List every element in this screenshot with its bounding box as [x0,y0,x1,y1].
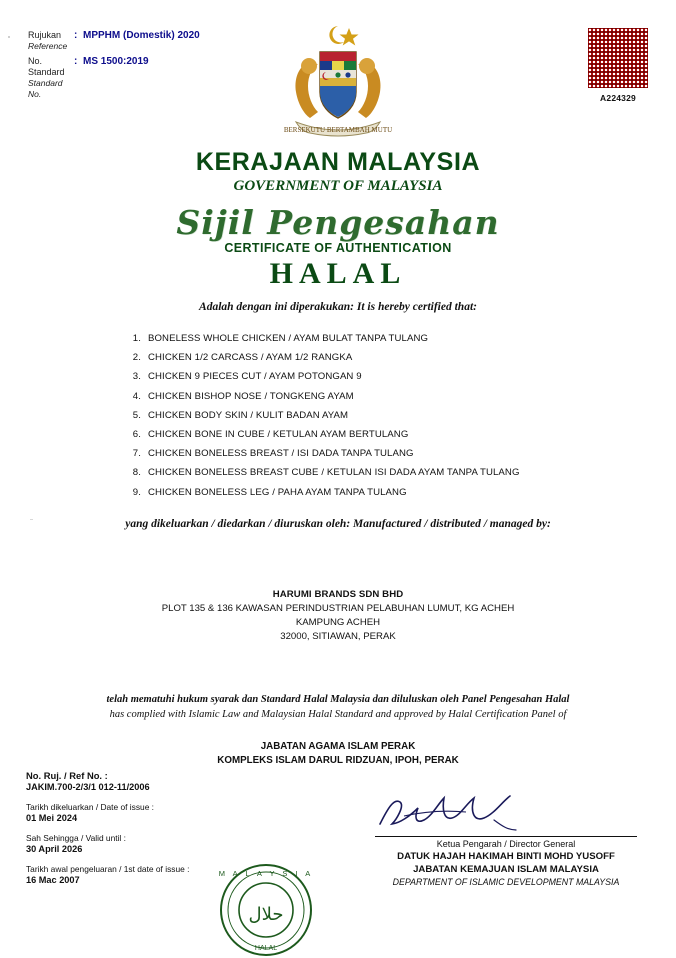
valid-until-label: Sah Sehingga / Valid until : [26,833,126,843]
date-of-issue-group [26,802,326,823]
reference-labels [28,30,74,52]
list-item [122,352,602,363]
list-item-label: CHICKEN 9 PIECES CUT / AYAM POTONGAN 9 [148,371,362,383]
list-item-number: 9. [132,486,141,498]
signature-department-en: DEPARTMENT OF ISLAMIC DEVELOPMENT MALAYSIA [392,877,620,887]
product-list [122,333,602,506]
ref-no-label: No. Ruj. / Ref No. : [26,770,108,781]
standard-label-en-1: Standard [28,78,63,89]
date-of-issue-label: Tarikh dikeluarkan / Date of issue : [26,802,155,812]
list-item-number: 3. [132,371,141,383]
government-title-en: GOVERNMENT OF MALAYSIA [233,178,443,194]
svg-text:حلال: حلال [248,904,284,925]
certificate-title-my: Sijil Pengesahan [176,203,500,242]
reference-label-en: Reference [28,41,68,52]
signature-name: DATUK HAJAH HAKIMAH BINTI MOHD YUSOFF [397,851,615,862]
standard-label-my-1: No. [28,55,43,66]
authority-line-1: JABATAN AGAMA ISLAM PERAK [260,741,416,752]
list-item [122,391,602,402]
list-item-number: 2. [132,352,141,364]
halal-seal-icon [218,862,314,958]
list-item-number: 6. [132,428,141,440]
reference-colon: : [74,30,78,41]
list-item [122,429,602,440]
ref-no-value: JAKIM.700-2/3/1 012-11/2006 [26,782,150,792]
company-name: HARUMI BRANDS SDN BHD [272,589,404,600]
company-address-line-3: 32000, SITIAWAN, PERAK [280,630,396,642]
svg-text:BERSEKUTU BERTAMBAH MUTU: BERSEKUTU BERTAMBAH MUTU [283,126,393,134]
list-item-label: CHICKEN BISHOP NOSE / TONGKENG AYAM [148,390,354,402]
halal-title: HALAL [269,257,407,290]
list-item-number: 5. [132,409,141,421]
signature-department-my: JABATAN KEMAJUAN ISLAM MALAYSIA [413,864,599,875]
ref-no-group [26,770,326,792]
list-item-number: 1. [132,333,141,344]
list-item [122,333,602,344]
list-item [122,410,602,421]
list-item [122,467,602,478]
reference-label-my: Rujukan [28,30,62,40]
page-edge-mark [8,36,10,38]
list-item-label: CHICKEN BONELESS BREAST CUBE / KETULAN ISI DADA AYAM TANPA TULANG [148,467,520,479]
standard-value: MS 1500:2019 [83,55,149,67]
list-item-number: 7. [132,448,141,460]
company-address-line-2: KAMPUNG ACHEH [295,616,381,628]
title-block [0,148,676,313]
compliance-block [0,692,676,722]
first-issue-value: 16 Mac 2007 [26,875,80,885]
reference-row [28,30,278,52]
signature-block [356,790,656,887]
reference-value: MPPHM (Domestik) 2020 [83,30,200,41]
authority-line-2: KOMPLEKS ISLAM DARUL RIDZUAN, IPOH, PERAK [217,755,459,767]
authority-block [0,740,676,768]
list-item-label: CHICKEN BODY SKIN / KULIT BADAN AYAM [148,409,349,421]
qr-block [586,26,650,103]
company-block [0,588,676,644]
standard-row [28,56,278,100]
list-item [122,487,602,498]
manufactured-by-statement: yang dikeluarkan / diedarkan / diuruskan oleh: Manufactured / distributed / managed by: [125,518,551,530]
reference-block [28,30,278,102]
svg-text:M A L A Y S I A: M A L A Y S I A [218,869,314,878]
svg-text:HALAL: HALAL [254,945,278,952]
government-title-my: KERAJAAN MALAYSIA [195,148,481,176]
list-item-number: 4. [132,390,141,402]
certificate-title-en: CERTIFICATE OF AUTHENTICATION [224,241,452,255]
standard-label-en-2: No. [28,89,42,99]
compliance-text-en: has complied with Islamic Law and Malaysian Halal Standard and approved by Halal Certification Panel of [109,709,567,721]
list-item-label: CHICKEN BONE IN CUBE / KETULAN AYAM BERTULANG [148,428,409,440]
company-address-line-1: PLOT 135 & 136 KAWASAN PERINDUSTRIAN PELABUHAN LUMUT, KG ACHEH [161,602,515,614]
list-item-label: CHICKEN BONELESS BREAST / ISI DADA TANPA TULANG [148,448,414,460]
date-of-issue-value: 01 Mei 2024 [26,813,78,823]
qr-code-text: A224329 [600,93,636,103]
signature-rule [375,836,637,837]
handwritten-signature-icon [356,790,656,836]
compliance-text-my: telah mematuhi hukum syarak dan Standard Halal Malaysia dan diluluskan oleh Panel Pengesahan Halal [106,694,570,705]
certified-statement: Adalah dengan ini diperakukan: It is hereby certified that: [199,301,477,313]
standard-colon: : [74,55,78,67]
valid-until-group [26,833,326,854]
malaysia-coat-of-arms-icon [276,22,400,140]
list-item-number: 8. [132,467,141,479]
list-item [122,371,602,382]
signature-title: Ketua Pengarah / Director General [436,839,576,849]
list-item-label: CHICKEN BONELESS LEG / PAHA AYAM TANPA TULANG [148,486,407,498]
list-item-label: CHICKEN 1/2 CARCASS / AYAM 1/2 RANGKA [148,352,353,364]
list-item-label: BONELESS WHOLE CHICKEN / AYAM BULAT TANPA TULANG [148,333,429,344]
first-issue-label: Tarikh awal pengeluaran / 1st date of issue : [26,864,190,874]
standard-label-my-2: Standard [28,67,65,78]
valid-until-value: 30 April 2026 [26,844,83,854]
standard-labels [28,56,74,100]
qr-code-icon[interactable] [586,26,650,90]
list-item [122,448,602,459]
